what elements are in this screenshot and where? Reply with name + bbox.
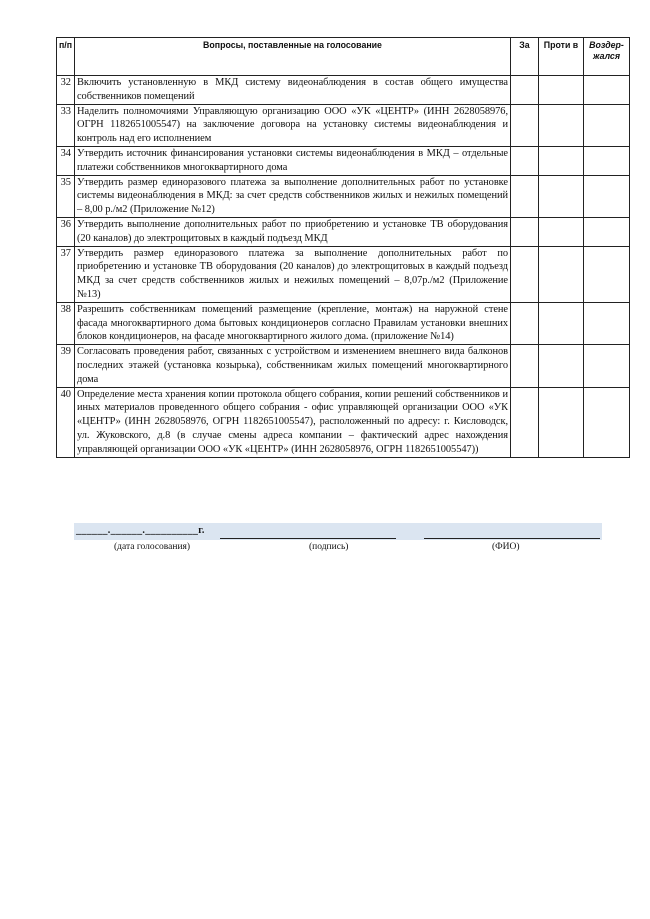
row-number: 32 xyxy=(57,76,75,105)
table-row xyxy=(57,146,630,175)
date-caption: (дата голосования) xyxy=(114,542,191,552)
question-text: Включить установленную в МКД систему видеонаблюдения в состав общего имущества собственников помещений xyxy=(75,76,511,105)
question-text: Разрешить собственникам помещений размещение (крепление, монтаж) на наружной стене фасада многоквартирного дома бытовых кондиционеров согласно Правилам установки внешних блоков кондиционеров, на фасаде многоквартирного жилого дома. (приложение №14) xyxy=(75,302,511,344)
table-header-row xyxy=(57,38,630,76)
question-text: Наделить полномочиями Управляющую организацию ООО «УК «ЦЕНТР» (ИНН 2628058976, ОГРН 1182651005547) на заключение договора на установку системы видеонаблюдения и контроль над его исполнением xyxy=(75,104,511,146)
vote-for-cell[interactable] xyxy=(511,345,539,387)
table-body xyxy=(57,76,630,458)
question-text: Согласовать проведения работ, связанных с устройством и изменением внешнего вида балконов последних этажей (установка козырька), собственникам жилых помещений многоквартирного дома xyxy=(75,345,511,387)
vote-for-cell[interactable] xyxy=(511,76,539,105)
vote-against-cell[interactable] xyxy=(539,104,584,146)
header-for: За xyxy=(511,38,539,76)
date-field[interactable]: ______.______.__________г. xyxy=(76,525,205,536)
table-row xyxy=(57,345,630,387)
vote-abstain-cell[interactable] xyxy=(584,246,630,302)
table-row xyxy=(57,387,630,457)
table-row xyxy=(57,104,630,146)
vote-for-cell[interactable] xyxy=(511,175,539,217)
table-row xyxy=(57,246,630,302)
question-text: Утвердить размер единоразового платежа за выполнение дополнительных работ по приобретению и установке ТВ оборудования (20 каналов) до электрощитовых в каждый подъезд МКД за счет средств собственников жилых и нежилых помещений – 8,07р./м2 (Приложение №13) xyxy=(75,246,511,302)
table-row xyxy=(57,302,630,344)
vote-against-cell[interactable] xyxy=(539,146,584,175)
signature-line[interactable] xyxy=(220,526,396,539)
vote-abstain-cell[interactable] xyxy=(584,76,630,105)
vote-for-cell[interactable] xyxy=(511,146,539,175)
vote-for-cell[interactable] xyxy=(511,387,539,457)
vote-abstain-cell[interactable] xyxy=(584,146,630,175)
vote-abstain-cell[interactable] xyxy=(584,345,630,387)
row-number: 40 xyxy=(57,387,75,457)
header-abstain: Воздер-жался xyxy=(584,38,630,76)
question-text: Утвердить выполнение дополнительных работ по приобретению и установке ТВ оборудования (20 каналов) до электрощитовых в каждый подъезд МКД xyxy=(75,217,511,246)
vote-abstain-cell[interactable] xyxy=(584,104,630,146)
vote-abstain-cell[interactable] xyxy=(584,387,630,457)
header-against: Проти в xyxy=(539,38,584,76)
row-number: 37 xyxy=(57,246,75,302)
row-number: 34 xyxy=(57,146,75,175)
vote-against-cell[interactable] xyxy=(539,345,584,387)
question-text: Определение места хранения копии протокола общего собрания, копии решений собственников и иных материалов проведенного общего собрания - офис управляющей организации ООО «УК «ЦЕНТР» (ИНН 2628058976, ОГРН 1182651005547), расположенный по адресу: г. Кисловодск, ул. Жуковского, д.8 (в случае смены адреса компании – фактический адрес нахождения управляющей организации ООО «УК «ЦЕНТР» (ИНН 2628058976, ОГРН 1182651005547)) xyxy=(75,387,511,457)
row-number: 38 xyxy=(57,302,75,344)
vote-against-cell[interactable] xyxy=(539,76,584,105)
signature-caption: (подпись) xyxy=(309,542,349,552)
vote-for-cell[interactable] xyxy=(511,217,539,246)
header-question: Вопросы, поставленные на голосование xyxy=(75,38,511,76)
header-num: п/п xyxy=(57,38,75,76)
row-number: 33 xyxy=(57,104,75,146)
table-row xyxy=(57,175,630,217)
name-line[interactable] xyxy=(424,526,600,539)
vote-abstain-cell[interactable] xyxy=(584,175,630,217)
vote-for-cell[interactable] xyxy=(511,302,539,344)
vote-against-cell[interactable] xyxy=(539,387,584,457)
vote-against-cell[interactable] xyxy=(539,217,584,246)
vote-abstain-cell[interactable] xyxy=(584,302,630,344)
vote-for-cell[interactable] xyxy=(511,246,539,302)
vote-against-cell[interactable] xyxy=(539,175,584,217)
vote-against-cell[interactable] xyxy=(539,246,584,302)
row-number: 35 xyxy=(57,175,75,217)
name-caption: (ФИО) xyxy=(492,542,520,552)
question-text: Утвердить источник финансирования установки системы видеонаблюдения в МКД – отдельные платежи собственников многоквартирного дома xyxy=(75,146,511,175)
row-number: 39 xyxy=(57,345,75,387)
voting-table xyxy=(56,37,630,458)
table-row xyxy=(57,217,630,246)
vote-for-cell[interactable] xyxy=(511,104,539,146)
table-row xyxy=(57,76,630,105)
vote-abstain-cell[interactable] xyxy=(584,217,630,246)
question-text: Утвердить размер единоразового платежа за выполнение дополнительных работ по установке системы видеонаблюдения в МКД: за счет средств собственников жилых и нежилых помещений – 8,00 р./м2 (Приложение №12) xyxy=(75,175,511,217)
row-number: 36 xyxy=(57,217,75,246)
vote-against-cell[interactable] xyxy=(539,302,584,344)
